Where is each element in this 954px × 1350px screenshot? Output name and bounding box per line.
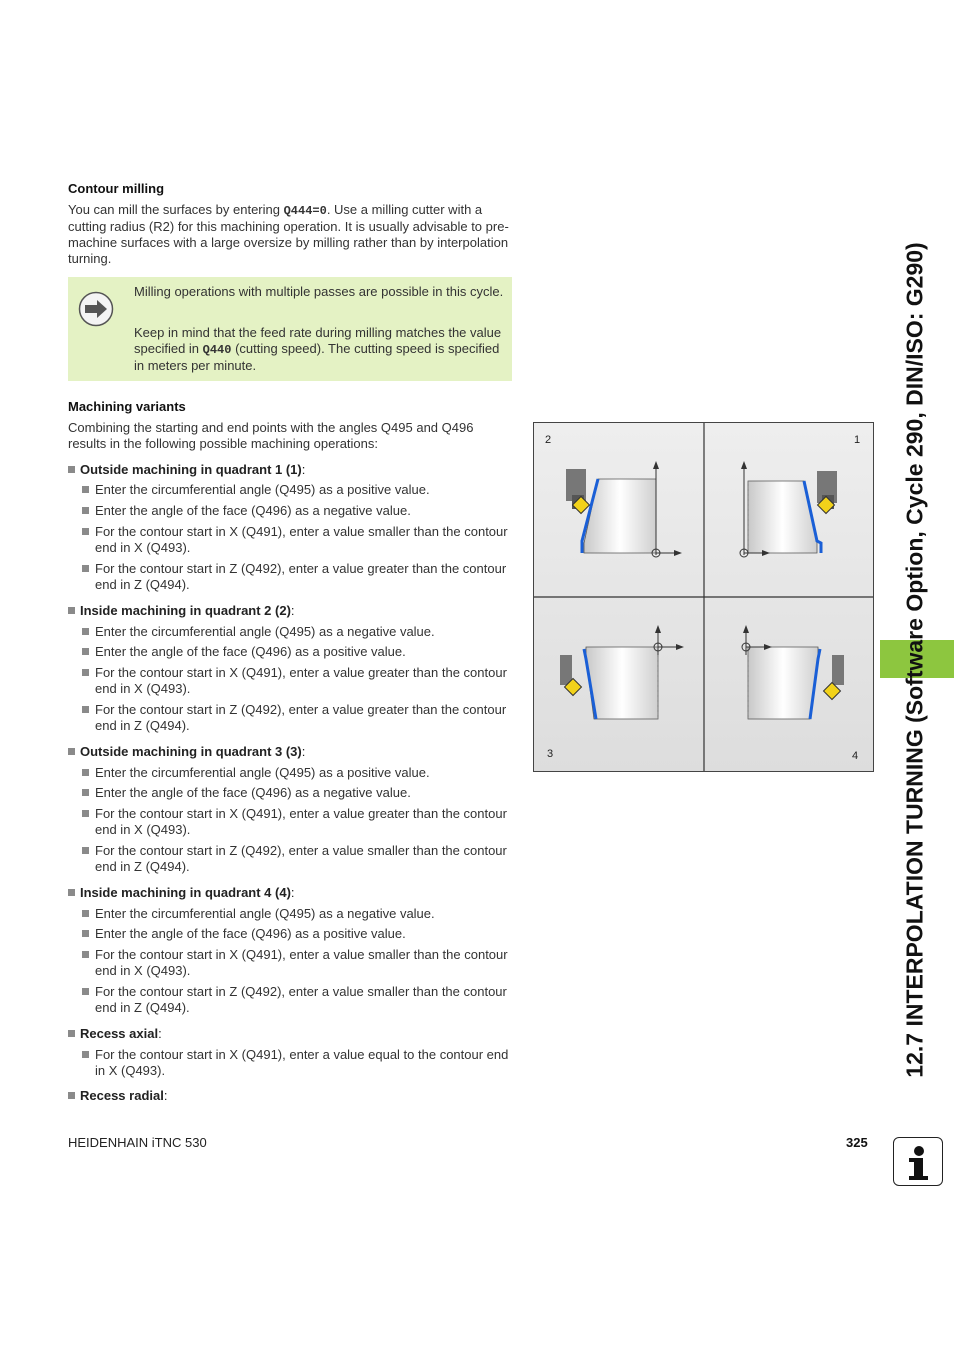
list-item: Enter the angle of the face (Q496) as a positive value. [82,644,520,660]
quadrant-label-1: 1 [854,434,861,446]
list-item: Enter the circumferential angle (Q495) as a negative value. [82,906,520,922]
quadrant-label-2: 2 [545,434,552,446]
quadrant-label-4: 4 [852,750,859,762]
list-item: For the contour start in X (Q491), enter a value equal to the contour end in X (Q493). [82,1047,520,1079]
list-item: For the contour start in Z (Q492), enter a value greater than the contour end in Z (Q494). [82,561,520,593]
list-item: Enter the angle of the face (Q496) as a negative value. [82,785,520,801]
group-title: Recess radial: [68,1088,167,1104]
page-number: 325 [846,1135,868,1150]
list-item: Enter the circumferential angle (Q495) as a negative value. [82,624,520,640]
info-icon [893,1137,943,1186]
note-line-1: Milling operations with multiple passes are possible in this cycle. [134,284,504,299]
group-title: Recess axial: [68,1026,162,1042]
machining-variants-heading: Machining variants [68,399,186,414]
list-item: Enter the angle of the face (Q496) as a positive value. [82,926,520,942]
group-title: Outside machining in quadrant 3 (3): [68,744,305,760]
list-item: For the contour start in X (Q491), enter a value smaller than the contour end in X (Q493). [82,524,520,556]
list-item: For the contour start in Z (Q492), enter a value smaller than the contour end in Z (Q494). [82,984,520,1016]
arrow-right-icon [78,291,114,327]
list-item: Enter the circumferential angle (Q495) as a positive value. [82,765,520,781]
list-item: Enter the angle of the face (Q496) as a negative value. [82,503,520,519]
list-item: For the contour start in X (Q491), enter a value greater than the contour end in X (Q493). [82,665,520,697]
quadrant-label-3: 3 [547,748,554,760]
quadrant-figure [533,422,874,772]
note-line-2: Keep in mind that the feed rate during milling matches the value specified in Q440 (cutting speed). The cutting speed is specified in meters per minute. [134,325,502,373]
list-item: For the contour start in X (Q491), enter a value smaller than the contour end in X (Q493). [82,947,520,979]
machining-variants-intro: Combining the starting and end points with the angles Q495 and Q496 results in the following possible machining operations: [68,420,474,451]
group-title: Outside machining in quadrant 1 (1): [68,462,305,478]
footer-left: HEIDENHAIN iTNC 530 [68,1135,207,1150]
list-item: For the contour start in Z (Q492), enter a value greater than the contour end in Z (Q494). [82,702,520,734]
list-item: For the contour start in Z (Q492), enter a value smaller than the contour end in Z (Q494). [82,843,520,875]
contour-milling-paragraph: You can mill the surfaces by entering Q444=0. Use a milling cutter with a cutting radius (R2) for this machining operation. It is usually advisable to pre-machine surfaces with a large oversize by milling rather than by interpolation turning. [68,202,509,266]
group-title: Inside machining in quadrant 4 (4): [68,885,295,901]
list-item: For the contour start in X (Q491), enter a value greater than the contour end in X (Q493). [82,806,520,838]
group-title: Inside machining in quadrant 2 (2): [68,603,295,619]
contour-milling-heading: Contour milling [68,181,165,196]
note-box [68,277,512,381]
chapter-vertical-title: 12.7 INTERPOLATION TURNING (Software Option, Cycle 290, DIN/ISO: G290) [901,242,928,1078]
list-item: Enter the circumferential angle (Q495) as a positive value. [82,482,520,498]
